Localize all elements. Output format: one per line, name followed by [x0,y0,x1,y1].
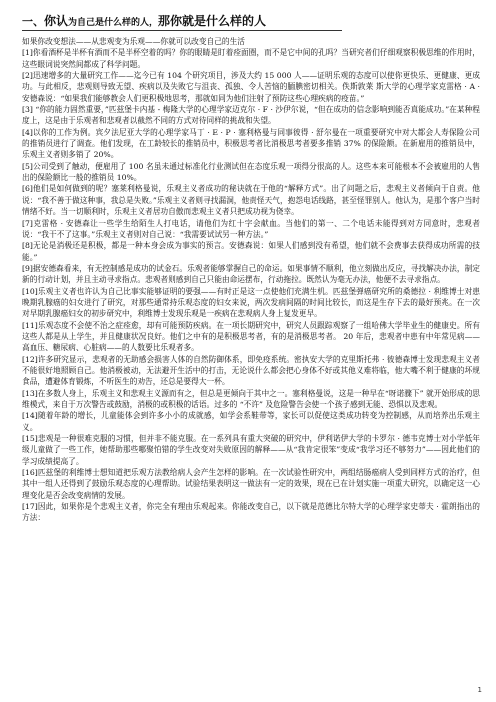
paragraph-10: [10]乐观主义者也许认为自己比事实能够证明的要强——有时正是这一点使他们充满生机。匹兹堡弹癌研究所的桑德拉 · 利维博士对患晚期乳腺癌的妇女进行了研究，对那些通常持乐观态度的妇女来说，两次发病间隔的时间比较长，而这是生存下去的最好预兆。在一次对早期乳腺癌妇女的初步研究中，利维博士发现乐观是一疾病在悲观病人身上复发更早。 [22,286,480,319]
paragraph-13: [13]在多数人身上，乐观主义和悲观主义源而有之，但总是更倾向于其中之一。塞利格曼说，这是一种早在“呀诺骤下” 就开始形成的思维模式，来自于万次警告或鼓励，消极的或积极的话语。过多的 “不许” 及危险警告会使一个孩子感到无能、恐惧以及悲观。 [22,388,480,409]
paragraph-intro: 如果你改变想法——从悲观变为乐观——你就可以改变自己的生活 [22,37,245,46]
page-number: 1 [477,686,482,694]
paragraph-7: [7]克雷格 · 安德森让一些学生给陌生人打电话，请他们为红十字会献血。当他们的第一、二个电话未能得到对方同意时，悲观者说：“我干不了这事。”乐观主义者则对自己说：“我需要试试另一种方法。” [22,218,480,239]
paragraph-2: [2]迅速增多的大量研究工作——迄今已有 104 个研究项目，涉及大约 15 000 人——证明乐观的态度可以使你更快乐、更健康、更成功。与此相反，悲观则导致无望、疾病以及失败它与沮丧、孤独、令人苦恼的腼腆密切相关。佚斯敦莱 斯大学的心理学家克雷格 · A · 安德森说：“如果我们能够教会人们更积极地思考，那就如同为他们注射了预防这些心理疾病的疫苗。” [22,71,480,103]
paragraph-16: [16]匹兹堡的利维博士想知道把乐观方法教给病人会产生怎样的影响。在一次试验性研究中，两组结肠癌病人受到同样方式的治疗，但其中一组人还得到了鼓励乐观态度的心理帮助。试验结果表明这一做法有一定的效果，现在已在计划实施一项重大研究，以确定这一心理变化是否会改变病情的发展。 [22,468,480,500]
paragraph-4: [4]以你的工作为例。宾夕法尼亚大学的心理学家马丁 · E · P · 塞利格曼与同事彼得 · 舒尔曼在一项重要研究中对大都会人寿保险公司的推销员进行了调查。他们发现，在工龄较长的推销员中，积极思考者比消极思考者要多推销 37% 的保险额。在新雇用的推销员中，乐观主义者则多销了 20%。 [22,127,480,160]
paragraph-5: [5]公司受到了触动，便雇用了 100 名虽未通过标准化行业测试但在态度乐观一项得分很高的人。这些本来可能根本不会被雇用的人售出的保险额比一般的推销员 10%。 [22,161,480,183]
heading-lead: 你认 [44,14,69,28]
heading-tail: 那你就是什么样的人 [158,14,267,28]
paragraph-12: [12]许多研究显示，悲观者的无助感会损害人体的自然防御体系，即免疫系统。密执安大学的克里斯托弗 · 彼德森博士发现悲观主义者不能很好地照顾自己。他消极被动，无法避开生活中的打击，无论说什么都会把心身体不好或其他义难将临，他大嘴不利于健康的坏规食品，遭避体育锻炼，不听医生的劝告，还总是要得大一杯。 [22,354,480,387]
paragraph-8: [8]无论是消极还是积极，都是一种本身会成为事实的预言。安德森说：如果人们感到没有希望，他们就不会费事去获得成功所需的技能。” [22,241,480,262]
section-heading [22,14,482,30]
heading-number: 一、 [22,15,44,28]
paragraph-17: [17]因此，如果你是个悲观主义者，你完全有理由乐观起来。你能改变自己，以下就是范德比尔特大学的心理学家史蒂夫 · 霍朗指出的方法： [22,502,480,523]
paragraph-6: [6]他们是如何做到的呢？塞莱利格曼说，乐观主义者成功的秘诀就在于他的“解释方式”。出了问题之后，悲观主义者倾向于自责。他说：“我不善于做这种事，我总是失败。”乐观主义者则寻找漏洞，他责怪天气，抱怨电话线路，甚至怪罪别人。他认为，是那个客户当时情绪不好。当一切顺利时，乐观主义者居功自傲而悲观主义者只把成功视为侥幸。 [22,184,480,217]
heading-underline [22,30,342,31]
article-body [22,36,480,524]
heading-middle: 为自己是什么样的人， [68,18,159,28]
paragraph-11: [11]乐观态度不会使不治之症痊愈，却有可能预防疾病。在一项长期研究中，研究人员跟踪观察了一组哈佛大学毕业生的健康史。所有这些人都是从上学生，并且健康状况良好。他们之中有的是积极思考者，有的是消极思考者。 20 年后，悲观者中患有中年常见病——高血压、糖尿病、心脏病——的人数要比乐观者多。 [22,320,480,353]
paragraph-1: [1]你看酒杯是半杯有酒而不是半杯空着的吗？你的眼睛是盯着痊面圈，而不是它中间的孔吗？当研究者们仔细观察积极思维的作用时，这些眼词说突然间都成了科学问题。 [22,48,480,69]
paragraph-15: [15]悲观是一种很难克服的习惯，但并非不能克服。在一系列具有重大突破的研究中，伊利诺伊大学的卡罗尔 · 德韦克博士对小学低年级儿童做了一些工作，她帮助那些哪聚怕错的学生改变对失败原因的解释——从“我肯定很笨”变成“我学习还不够努力”——因此他们的学习成绩提高了。 [22,434,480,466]
paragraph-3: [3] “你的能力固然重要，”匹兹堡卡内基 - 梅隆大学的心理学家迈克尔 · F · 沙伊尔说，“但在成功的信念影响到能否真能成功。”在某种程度上，这是由于乐观者和悲观者以截然不同的方式对待同样的挑战和失望。 [22,105,480,126]
paragraph-14: [14]随着年龄的增长，儿童能体会到许多小小的成就感，如学会系鞋带等，家长可以促使这类成功转变为控制感，从而培养出乐观主义。 [22,411,480,432]
paragraph-9: [9]据安德森看来，有无控制感是成功的试金石。乐观者能够掌握自己的命运。如果事情不顺利，他立刻做出反应，寻找解决办法，制定新的行动计划，并且主动寻求指点。悲观者则感到自己只能由命运摆布，行动拖拉。既然认为毫无办法，他便不去寻求指点。 [22,263,480,285]
